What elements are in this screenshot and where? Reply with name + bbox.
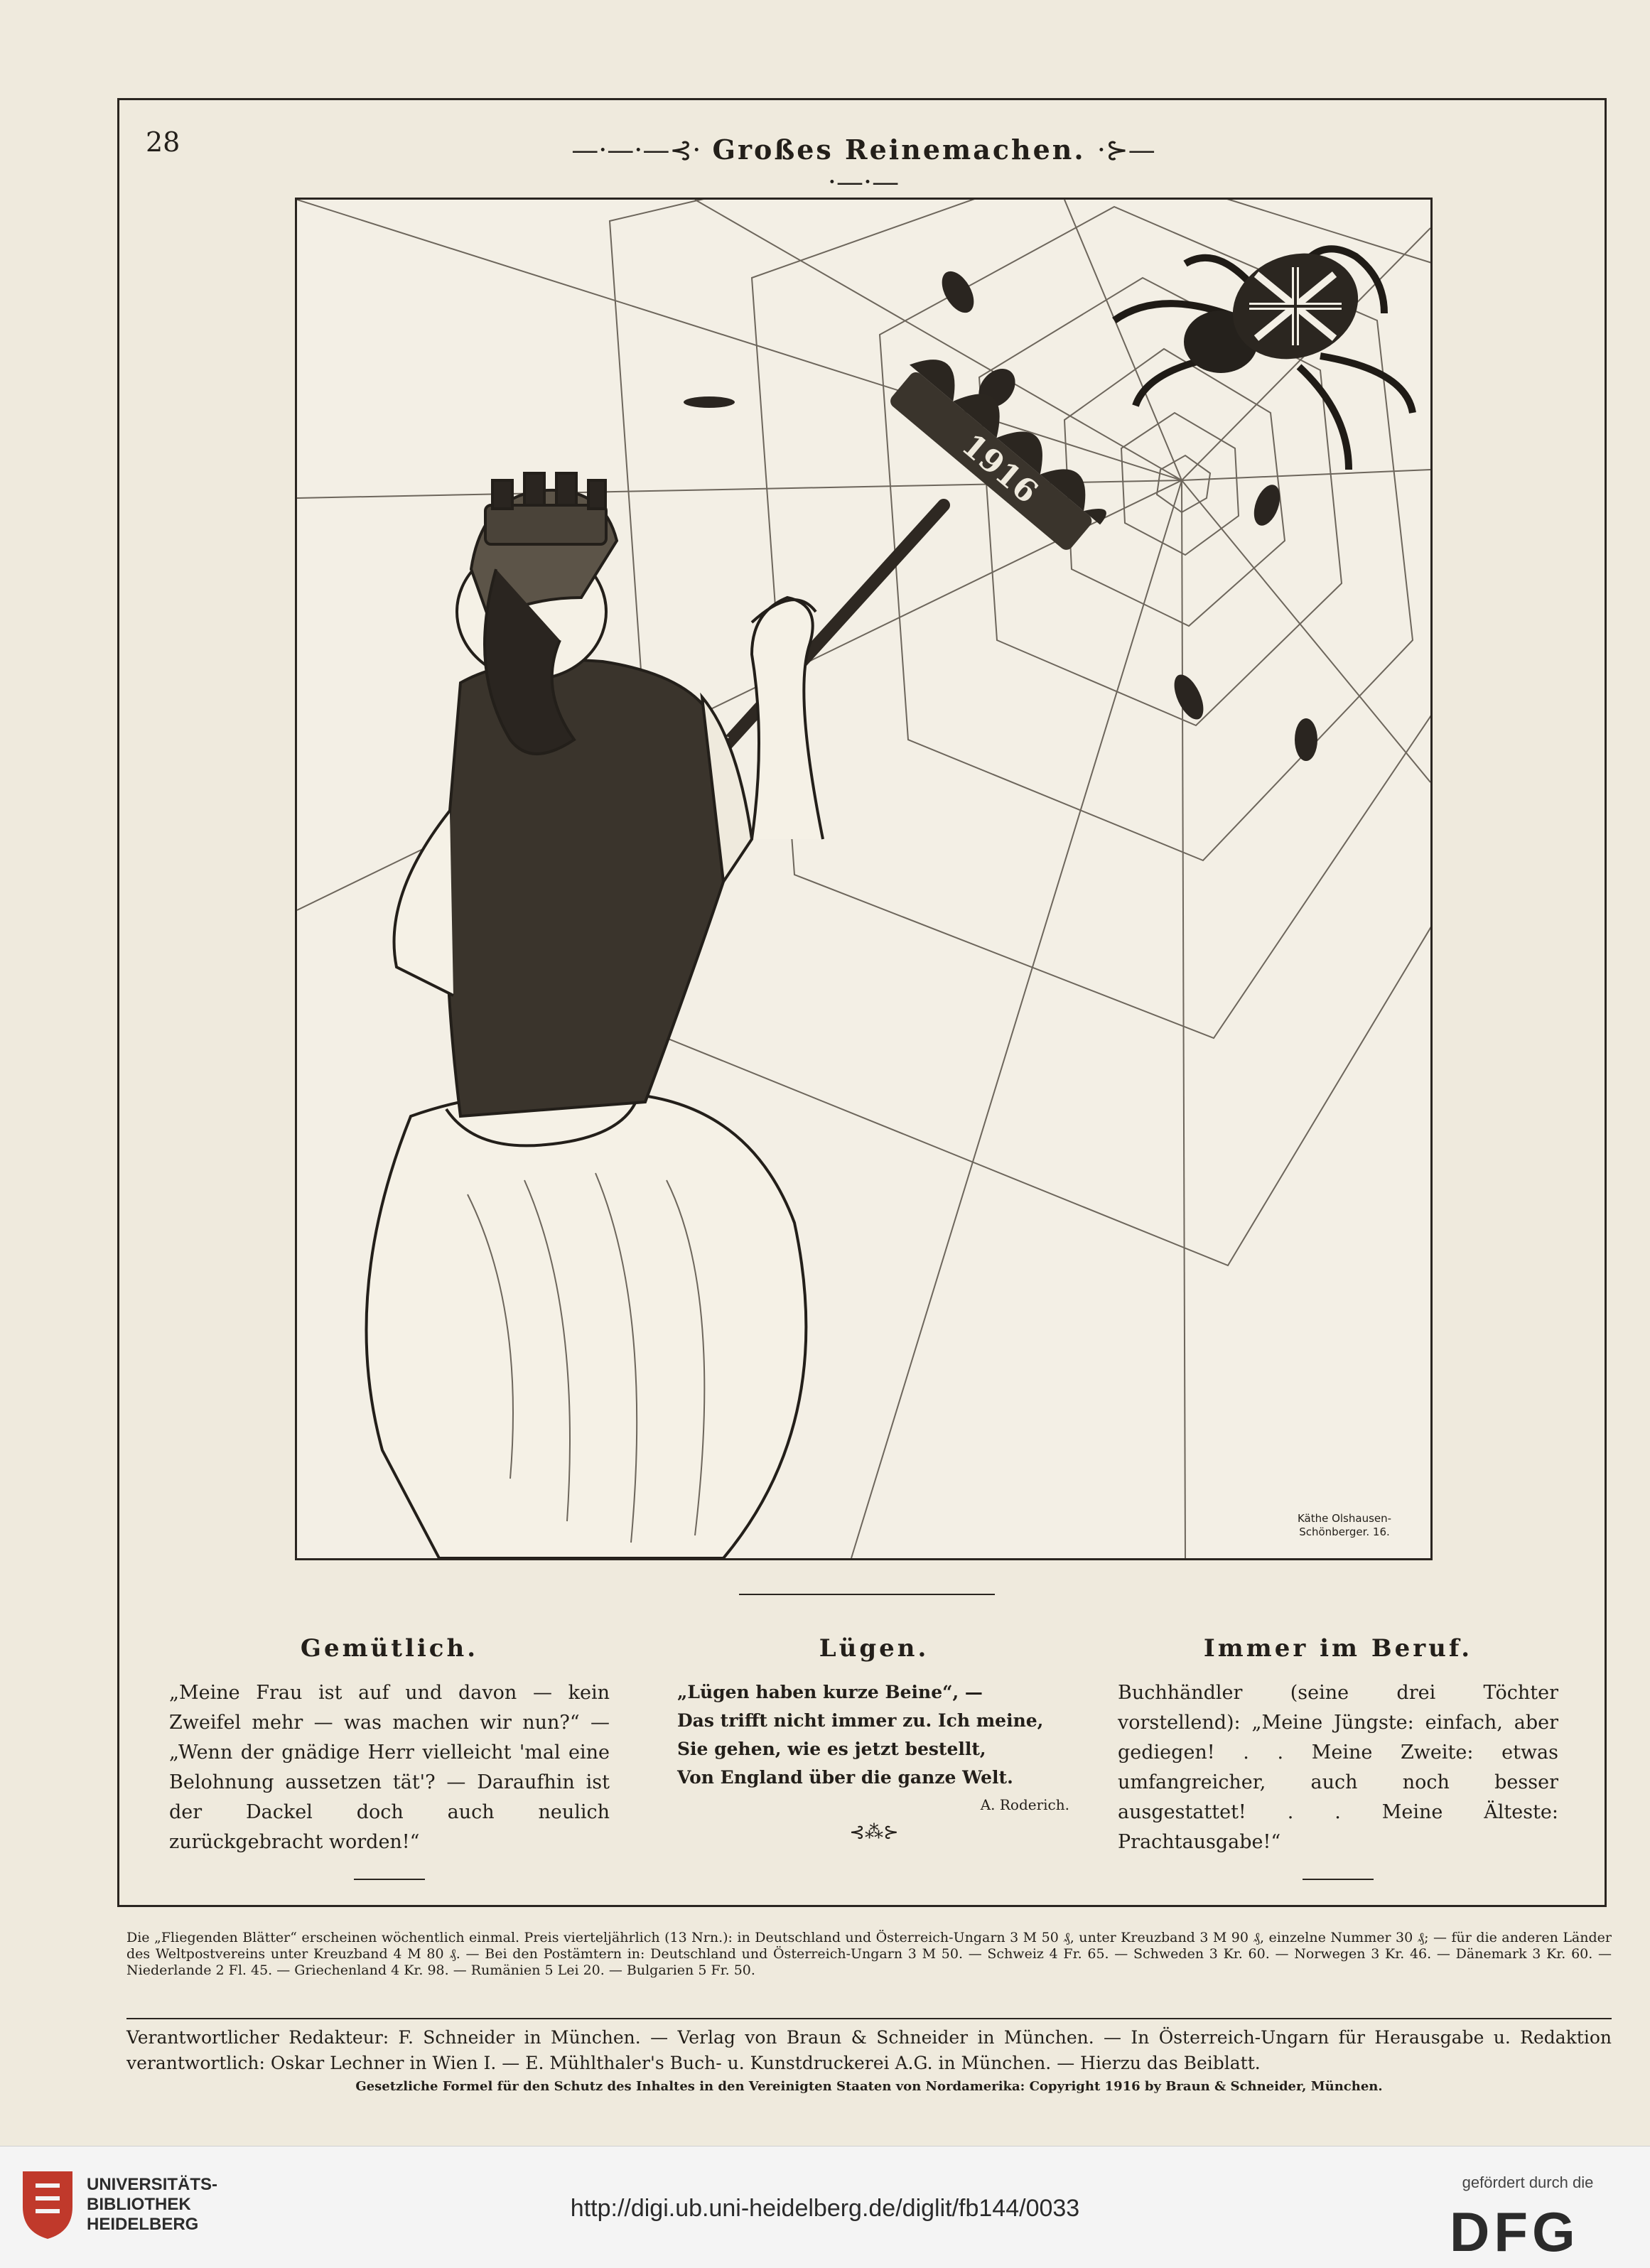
publisher-info: Verantwortlicher Redakteur: F. Schneider in München. — Verlag von Braun & Schneider in München. — In Österreich-Ungarn für Herausgabe u. Redaktion verantwortlich: Oskar Lechner in Wien I. — E. Mühlthaler's Buch- u. Kunstdruckerei A.G. in München. — Hierzu das Beiblatt.: [126, 2018, 1612, 2076]
ornament-icon: ⊰⁂⊱: [849, 1822, 899, 1843]
broom-year: 1916: [954, 426, 1045, 511]
poem-line: Das trifft nicht immer zu. Ich meine,: [677, 1710, 1044, 1731]
cartoon-illustration: [295, 198, 1433, 1560]
column-text: Buchhändler (seine drei Töchter vorstellend): „Meine Jüngste: einfach, aber gediegen! . . Meine Zweite: etwas umfangreicher, auch noch besser ausgestattet! . . Meine Älteste: Prachtausgabe!“: [1118, 1682, 1558, 1853]
page-number: 28: [146, 126, 180, 158]
germania-figure: [367, 473, 824, 1558]
column-end-rule: [1303, 1879, 1374, 1880]
copyright-notice: Gesetzliche Formel für den Schutz des Inhaltes in den Vereinigten Staaten von Nordamerika: Copyright 1916 by Braun & Schneider, München.: [355, 2079, 1383, 2094]
column-gemuetlich: [169, 1634, 610, 1880]
title-ornament-right: ·⊱—·—·—: [827, 134, 1155, 198]
poem-line: Sie gehen, wie es jetzt bestellt,: [677, 1739, 986, 1759]
poem: [672, 1678, 1077, 1792]
illustration-svg: [297, 200, 1430, 1558]
funding-label: gefördert durch die: [1462, 2174, 1594, 2191]
column-title: Immer im Beruf.: [1203, 1634, 1473, 1663]
title-ornament-left: —·—·—⊰·: [571, 134, 701, 166]
section-divider: [739, 1594, 995, 1595]
permalink-url[interactable]: http://digi.ub.uni-heidelberg.de/diglit/fb144/0033: [570, 2195, 1080, 2222]
page-title: [568, 134, 1158, 198]
university-name: UNIVERSITÄTS- BIBLIOTHEK HEIDELBERG: [87, 2175, 218, 2234]
poem-line: „Lügen haben kurze Beine“, —: [677, 1682, 983, 1702]
column-title: Lügen.: [819, 1634, 929, 1663]
subscription-info: Die „Fliegenden Blätter“ erscheinen wöchentlich einmal. Preis vierteljährlich (13 Nrn.): in Deutschland und Österreich-Ungarn 3 M 50 ₰, unter Kreuzband 3 M 90 ₰, einzelne Nummer 30 ₰; — für die anderen Länder des Weltpostvereins unter Kreuzband 4 M 80 ₰. — Bei den Postämtern in: Deutschland und Österreich-Ungarn 3 M 50. — Schweiz 4 Fr. 65. — Schweden 3 Kr. 60. — Norwegen 3 Kr. 46. — Dänemark 3 Kr. 60. — Niederlande 2 Fl. 45. — Griechenland 4 Kr. 98. — Rumänien 5 Lei 20. — Bulgarien 5 Fr. 50.: [126, 1930, 1612, 1978]
column-text: „Meine Frau ist auf und davon — kein Zweifel mehr — was machen wir nun?“ — „Wenn der gnädige Herr vielleicht 'mal eine Belohnung aussetzen tät'? — Daraufhin ist der Dackel doch auch neulich zurückgebracht worden!“: [169, 1682, 610, 1853]
artist-signature: Käthe Olshausen- Schönberger. 16.: [1297, 1512, 1392, 1538]
column-end-rule: [354, 1879, 425, 1880]
column-luegen: [672, 1634, 1077, 1843]
poem-line: Von England über die ganze Welt.: [677, 1767, 1013, 1788]
column-immer-im-beruf: [1118, 1634, 1558, 1880]
poem-author: A. Roderich.: [980, 1796, 1069, 1813]
dfg-logo[interactable]: DFG: [1450, 2200, 1580, 2263]
title-text: Großes Reinemachen.: [712, 134, 1086, 166]
library-footer-bar: [0, 2146, 1650, 2268]
column-title: Gemütlich.: [300, 1634, 479, 1663]
